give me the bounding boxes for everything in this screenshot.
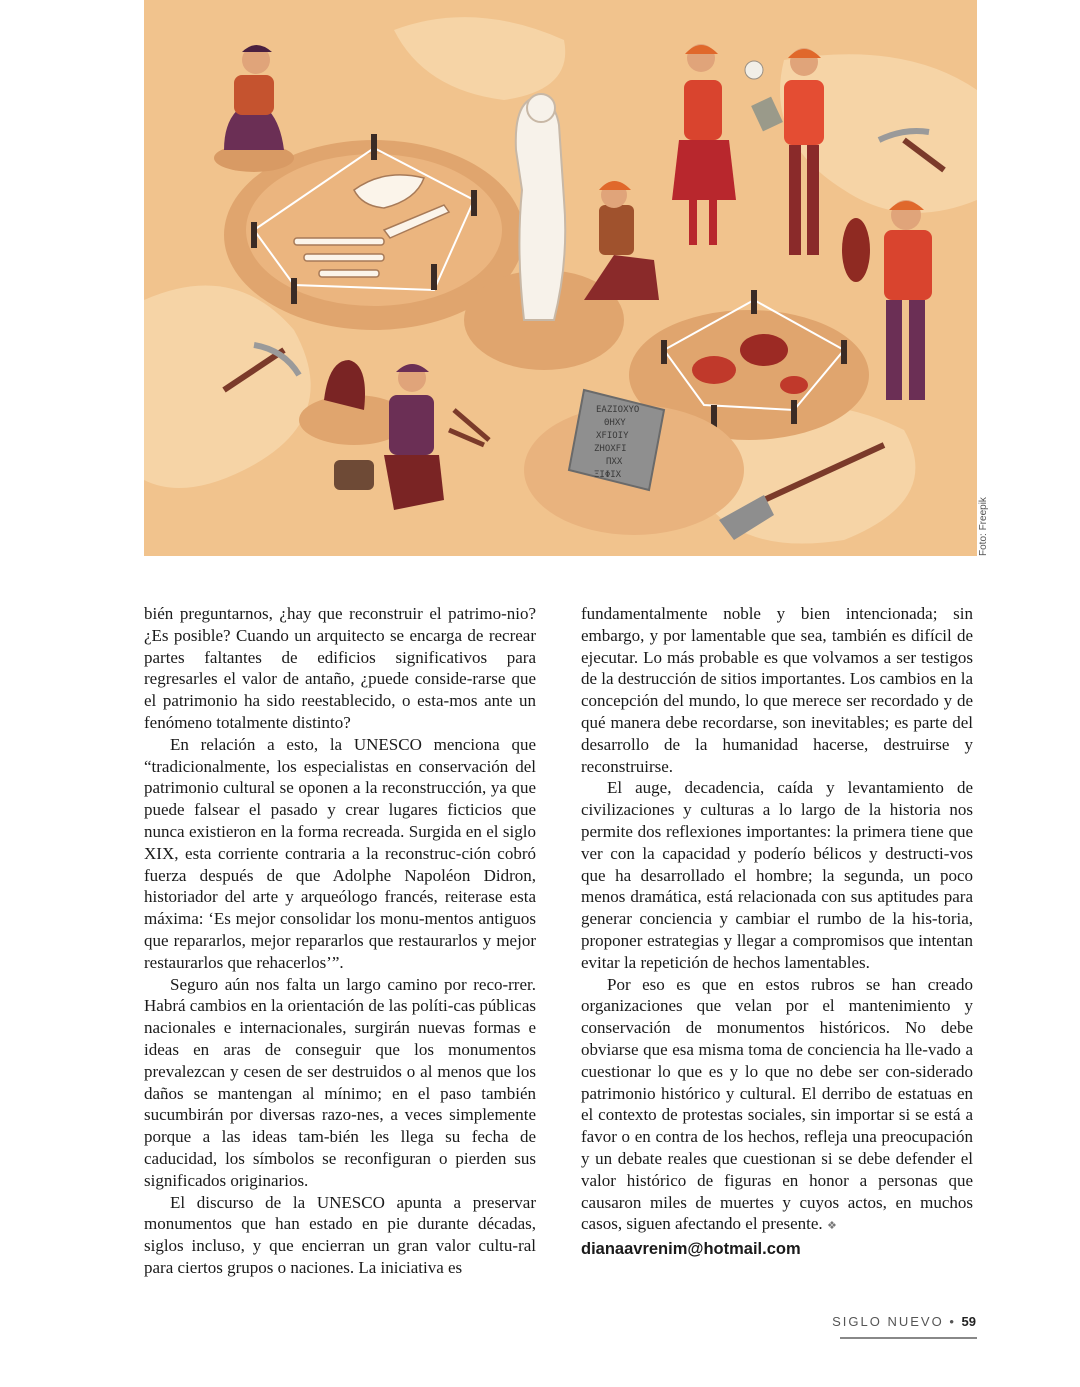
- footer-rule: [840, 1337, 977, 1339]
- paragraph-text: Por eso es que en estos rubros se han creado organizaciones que velan por el mantenimiento y conservación de monumentos históricos. No debe obviarse que esa misma toma de conciencia ha lle-vado a cuestionar lo que es y lo que no debe ser con-siderado patrimonio histórico y cultural. El derribo de estatuas en el contexto de protestas sociales, sin importar si se está a favor o en contra de los hechos, refleja una preocupación y un debate reales que cuestionan si se debe defender el valor histórico de figuras en honor a personas que causaron miles de muertes y cuyos actos, en muchos casos, siguen afectando el presente.: [581, 974, 973, 1234]
- paragraph: bién preguntarnos, ¿hay que reconstruir el patrimo-nio? ¿Es posible? Cuando un arquitecto se encarga de recrear partes faltantes de edificios significativos para regresarles el valor de antaño, ¿puede conside-rarse que el patrimonio ha sido reestablecido, o esta-mos ante un fenómeno totalmente distinto?: [144, 604, 536, 732]
- paragraph: El discurso de la UNESCO apunta a preservar monumentos que han estado en pie durante décadas, siglos incluso, y que encierran un gran valor cultu-ral para ciertos grupos o naciones. La iniciativa es: [144, 1192, 536, 1277]
- page-footer: [832, 1314, 976, 1329]
- paragraph: El auge, decadencia, caída y levantamiento de civilizaciones y culturas a lo largo de la historia nos permite dos reflexiones importantes: la primera tiene que ver con la capacidad y poderío bélicos y destructi-vos que ha desarrollado el hombre; la segunda, un poco menos dramática, está relacionada con sus aptitudes para generar conciencia y cambiar el rumbo de la his-toria, proponer estrategias y llegar a compromisos que intentan evitar la repetición de hechos lamentables.: [581, 778, 973, 972]
- svg-text:XFIΟIY: XFIΟIY: [596, 431, 629, 441]
- page-number: 59: [961, 1314, 976, 1329]
- last-paragraph: [581, 974, 973, 1239]
- publication-name: SIGLO NUEVO: [832, 1314, 944, 1329]
- archaeology-illustration: [144, 0, 977, 556]
- article-column-left: [144, 603, 536, 1279]
- paragraph: En relación a esto, la UNESCO menciona que “tradicionalmente, los especialistas en conservación del patrimonio cultural se oponen a la reconstrucción, ya que puede falsear el pasado y crear lugares ficticios que nunca existieron en la forma recreada. Surgida en el siglo XIX, esta corriente contraria a la reconstruc-ción cobró fuerza después de que Adolphe Napoléon Didron, historiador del arte y arqueólogo francés, reiterase esta máxima: ‘Es mejor consolidar los monu-mentos antiguos que repararlos, mejor repararlos que restaurarlos y mejor restaurarlos que rehacerlos’”.: [144, 734, 536, 972]
- photo-credit: Foto: Freepik: [978, 497, 989, 556]
- paragraph: Seguro aún nos falta un largo camino por reco-rrer. Habrá cambios en la orientación de las políti-cas públicas nacionales e internacionales, surgirán nuevas formas e ideas en aras de conseguir que los monumentos prevalezcan y cesen de ser destruidos o al menos que los daños se mantengan al mínimo; en el paso también sucumbirán por diversas razo-nes, a veces simplemente porque a las ideas tam-bién les llega su fecha de caducidad, los símbolos se reconfiguran o pierden sus significados originarios.: [144, 974, 536, 1190]
- excavation-scene-icon: [144, 0, 977, 556]
- footer-separator: •: [949, 1314, 956, 1329]
- svg-text:ΘHXY: ΘHXY: [604, 418, 626, 428]
- end-mark-icon: ❖: [826, 1220, 837, 1233]
- svg-text:ΠXX: ΠXX: [606, 457, 623, 467]
- article-column-right: [581, 603, 973, 1261]
- svg-text:ZHOXFI: ZHOXFI: [594, 444, 627, 454]
- author-email[interactable]: dianaavrenim@hotmail.com: [581, 1240, 801, 1259]
- svg-text:EAZIOXYO: EAZIOXYO: [596, 405, 640, 415]
- paragraph: fundamentalmente noble y bien intencionada; sin embargo, y por lamentable que sea, también es difícil de ejecutar. Lo más probable es que volvamos a ser testigos de la destrucción de sitios importantes. Los cambios en la concepción del mundo, lo que merece ser recordado y de qué manera debe recordarse, son inevitables; es parte del desarrollo de la humanidad hacerse, destruirse y reconstruirse.: [581, 604, 973, 776]
- svg-text:ΞIΦΙΧ: ΞIΦΙΧ: [594, 470, 622, 480]
